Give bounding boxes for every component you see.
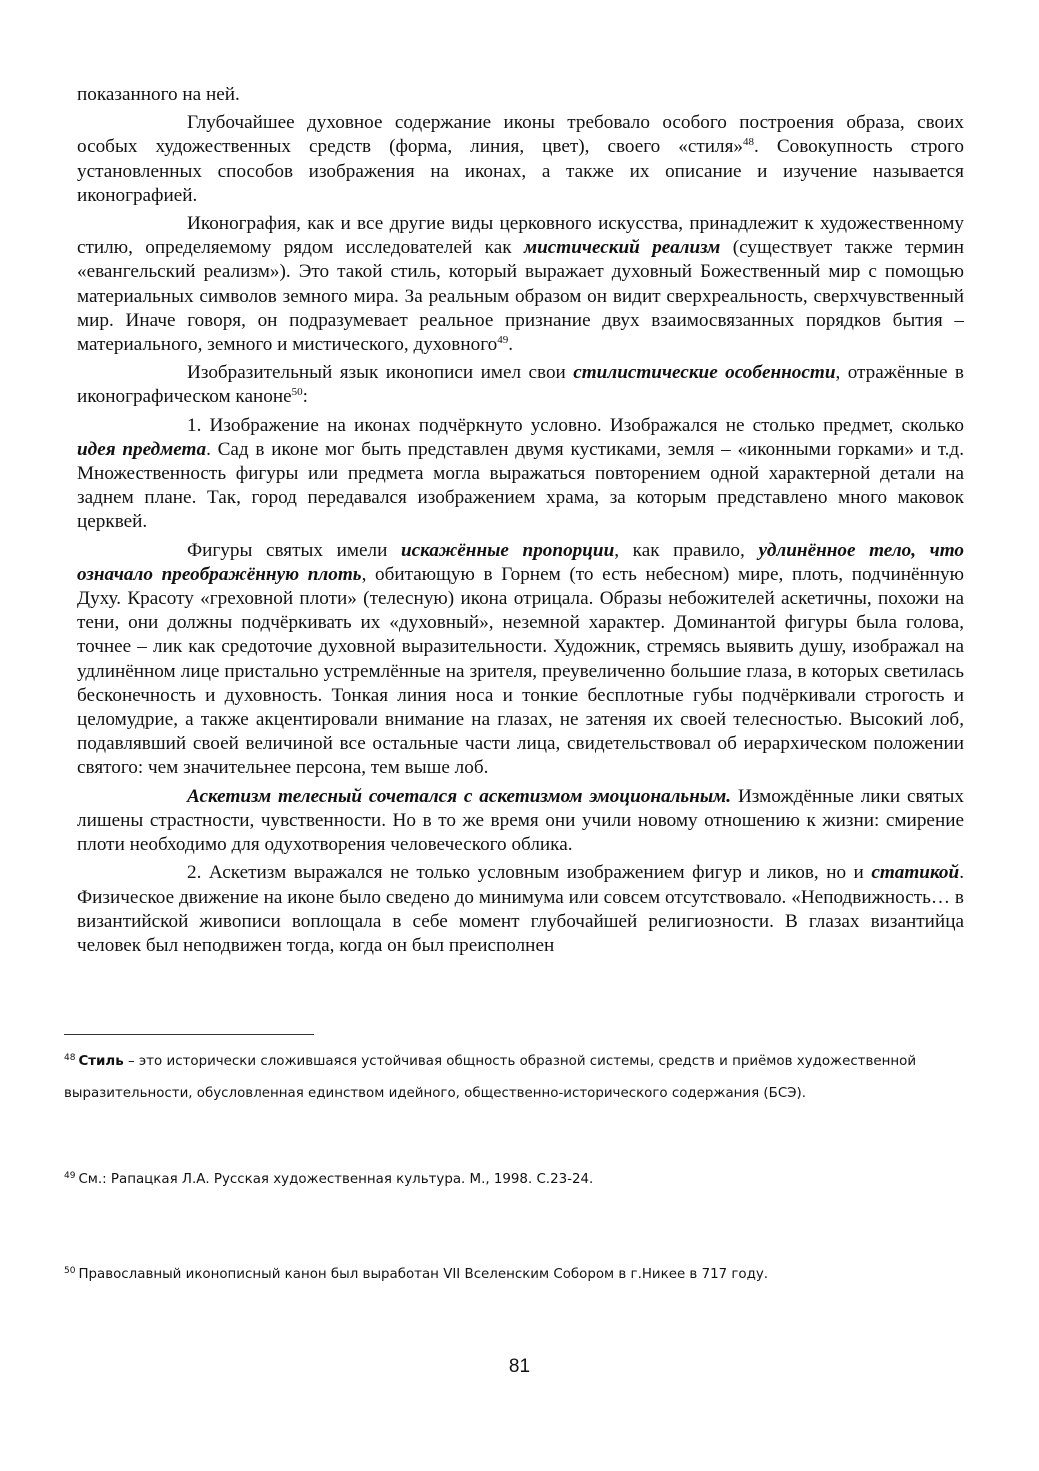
- footnote-term: Стиль: [78, 1054, 124, 1069]
- text-run: Глубочайшее духовное содержание иконы требовало особого построения образа, своих особых художественных средств (форма, линия, цвет), своего «стиля»: [77, 112, 964, 158]
- text-run: Измождённые лики святых лишены страстности, чувственности. Но в то же время они учили новому отношению к жизни: смирение плоти необходимо для одухотворения человеческого облика.: [77, 785, 965, 856]
- page-number: 81: [508, 1356, 531, 1377]
- text-run: (существует также термин «евангельский реализм»). Это такой стиль, который выражает духовный Божественный мир с помощью материальных символов земного мира. За реальным образом он видит сверхреальность, сверхчувственный мир. Иначе говоря, он подразумевает реальное признание двух взаимосвязанных порядков бытия – материального, земного и мистического, духовного: [77, 237, 964, 356]
- footnote-number: 50: [64, 1266, 76, 1276]
- footnote-text: – это исторически сложившаяся устойчивая общность образной системы, средств и приёмов художественной выразительности, обусловленная единством идейного, общественно-исторического содержания (БСЭ).: [64, 1054, 917, 1101]
- text-run: . Сад в иконе мог быть представлен двумя кустиками, земля – «иконными горками» и т.д. Множественность фигуры или предмета могла выражаться повторением одной характерной детали на заднем плане. Так, город передавался изображением храма, за которым представлено много маковок церквей.: [77, 438, 964, 533]
- text-run: , отражённые в иконографическом каноне: [77, 362, 964, 408]
- text-run: , как правило,: [614, 539, 759, 561]
- footnote-separator: [64, 1034, 314, 1035]
- footnote-text: Православный иконописный канон был выработан VII Вселенским Собором в г.Никее в 717 году.: [78, 1267, 769, 1282]
- footnote-ref-49[interactable]: 49: [497, 334, 509, 347]
- paragraph-mystical-realism: [77, 212, 964, 357]
- text-run: :: [302, 386, 308, 408]
- paragraph-asceticism: [77, 785, 964, 858]
- footnote-number: 49: [64, 1171, 76, 1181]
- text-run: показанного на ней.: [77, 84, 240, 105]
- footnote-ref-50[interactable]: 50: [291, 386, 303, 399]
- emphasis-term: стилистические особенности: [573, 362, 836, 384]
- text-run: Иконография, как и все другие виды церковного искусства, принадлежит к художественному стилю, определяемому рядом исследователей как: [77, 213, 964, 259]
- paragraph-proportions: [77, 539, 964, 781]
- footnote-ref-48[interactable]: 48: [743, 136, 755, 149]
- emphasis-term: идея предмета: [77, 438, 207, 460]
- paragraph-point-2: [77, 861, 964, 958]
- emphasis-term: искажённые пропорции: [400, 539, 615, 561]
- text-run: . Совокупность строго установленных способов изображения на иконах, а также их описание и изучение называется иконографией.: [77, 136, 964, 206]
- footnote-49: [64, 1164, 964, 1196]
- text-run: . Физическое движение на иконе было сведено до минимума или совсем отсутствовало. «Неподвижность… в византийской живописи воплощала в себе момент глубочайшей религиозности. В глазах византийца человек был неподвижен тогда, когда он был преисполнен: [77, 862, 964, 956]
- emphasis-term: удлинённое тело, что означало преображённую плоть: [77, 539, 965, 585]
- paragraph-point-1: [77, 414, 964, 535]
- footnote-50: [64, 1259, 964, 1291]
- text-run: 1. Изображение на иконах подчёркнуто условно. Изображался не столько предмет, сколько: [187, 414, 964, 436]
- emphasis-term: статикой: [871, 862, 960, 884]
- text-run: , обитающую в Горнем (то есть небесном) мире, плоть, подчинённую Духу. Красоту «греховной плоти» (телесную) икона отрицала. Образы небожителей аскетичны, похожи на тени, они должны подчёркивать их «духовный», неземной характер. Доминантой фигуры была голова, точнее – лик как средоточие духовной выразительности. Художник, стремясь выявить душу, изображал на удлинённом лице пристально устремлённые на зрителя, преувеличенно большие глаза, в которых светилась бесконечность и духовность. Тонкая линия носа и тонкие бесплотные губы подчёркивали строгость и целомудрие, а также акцентировали внимание на глазах, не затеняя их своей телесностью. Высокий лоб, подавлявший своей величиной все остальные части лица, свидетельствовал об иерархическом положении святого: чем значительнее персона, тем выше лоб.: [77, 563, 964, 779]
- text-run: 2. Аскетизм выражался не только условным изображением фигур и ликов, но и: [187, 862, 872, 884]
- text-run: Фигуры святых имели: [187, 539, 401, 561]
- paragraph-iconography-intro: [77, 111, 964, 208]
- text-run: Изобразительный язык иконописи имел свои: [187, 362, 574, 384]
- footnote-48: [64, 1046, 964, 1110]
- footnote-text: См.: Рапацкая Л.А. Русская художественная культура. М., 1998. С.23-24.: [78, 1172, 594, 1187]
- footnote-number: 48: [64, 1053, 76, 1063]
- text-run: .: [508, 334, 513, 356]
- body-text: [77, 83, 964, 962]
- paragraph-continuation: [77, 83, 964, 107]
- emphasis-term: мистический реализм: [523, 237, 721, 259]
- emphasis-term: Аскетизм телесный сочетался с аскетизмом эмоциональным.: [187, 785, 732, 807]
- paragraph-stylistic-features: [77, 361, 964, 409]
